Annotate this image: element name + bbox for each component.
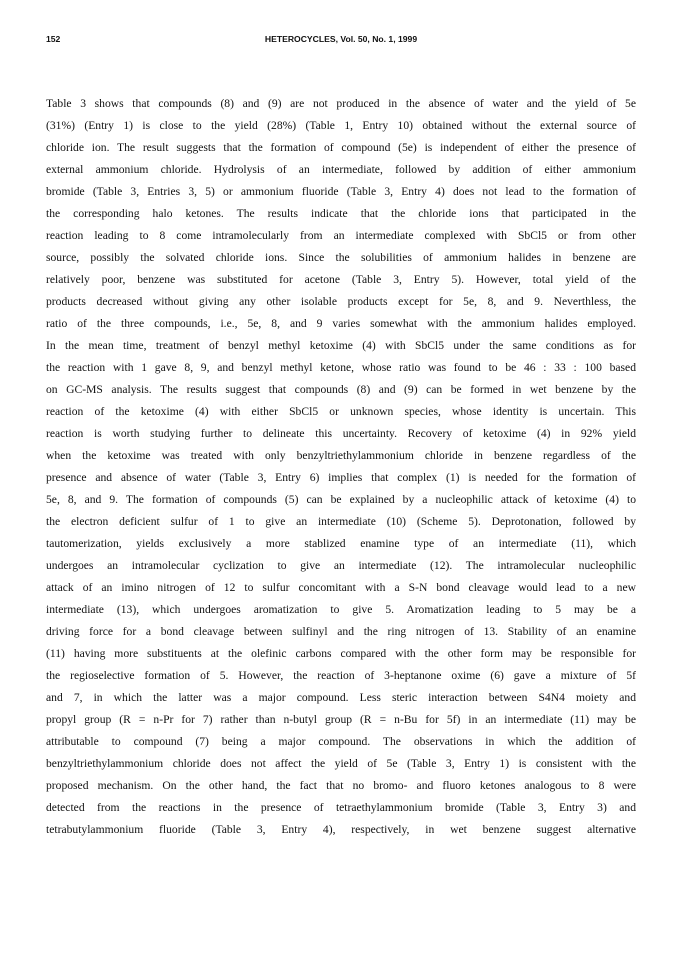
text-line: bromide (Table 3, Entries 3, 5) or ammonium fluoride (Table 3, Entry 4) does not lead to the formation of [46, 185, 636, 198]
body-paragraph [46, 93, 636, 841]
text-line: source, possibly the solvated chloride ions. Since the solubilities of ammonium halides in benzene are [46, 251, 636, 264]
page-number: 152 [46, 34, 61, 44]
text-line: proposed mechanism. On the other hand, the fact that no bromo- and fluoro ketones analogous to 8 were [46, 779, 636, 792]
text-line: and 7, in which the latter was a major compound. Less steric interaction between S4N4 moiety and [46, 691, 636, 704]
text-line: ratio of the three compounds, i.e., 5e, 8, and 9 varies somewhat with the ammonium halides employed. [46, 317, 636, 330]
text-line: attributable to compound (7) being a major compound. The observations in which the addition of [46, 735, 636, 748]
text-line: In the mean time, treatment of benzyl methyl ketoxime (4) with SbCl5 under the same conditions as for [46, 339, 636, 352]
text-line: reaction is worth studying further to delineate this uncertainty. Recovery of ketoxime (4) in 92% yield [46, 427, 636, 440]
text-line: intermediate (13), which undergoes aromatization to give 5. Aromatization leading to 5 may be a [46, 603, 636, 616]
text-line: 5e, 8, and 9. The formation of compounds (5) can be explained by a nucleophilic attack of ketoxime (4) to [46, 493, 636, 506]
text-line: (31%) (Entry 1) is close to the yield (28%) (Table 1, Entry 10) obtained without the external source of [46, 119, 636, 132]
running-header [46, 34, 636, 50]
text-line: when the ketoxime was treated with only benzyltriethylammonium chloride in benzene regardless of the [46, 449, 636, 462]
text-line: (11) having more substituents at the olefinic carbons compared with the other form may be responsible for [46, 647, 636, 660]
text-line: products decreased without giving any other isolable products except for 5e, 8, and 9. Neverthless, the [46, 295, 636, 308]
text-line: relatively poor, benzene was substituted for acetone (Table 3, Entry 5). However, total yield of the [46, 273, 636, 286]
text-line: the reaction with 1 gave 8, 9, and benzyl methyl ketone, whose ratio was found to be 46 : 33 : 100 based [46, 361, 636, 374]
text-line: on GC-MS analysis. The results suggest that compounds (8) and (9) can be formed in wet benzene by the [46, 383, 636, 396]
text-line: reaction leading to 8 come intramolecularly from an intermediate complexed with SbCl5 or from other [46, 229, 636, 242]
text-line: the regioselective formation of 5. However, the reaction of 3-heptanone oxime (6) gave a mixture of 5f [46, 669, 636, 682]
text-line: external ammonium chloride. Hydrolysis of an intermediate, followed by addition of either ammonium [46, 163, 636, 176]
text-line: chloride ion. The result suggests that the formation of compound (5e) is independent of either the presence of [46, 141, 636, 154]
text-line: attack of an imino nitrogen of 12 to sulfur concomitant with a S-N bond cleavage would lead to a new [46, 581, 636, 594]
text-line: Table 3 shows that compounds (8) and (9) are not produced in the absence of water and the yield of 5e [46, 97, 636, 110]
text-line: the corresponding halo ketones. The results indicate that the chloride ions that participated in the [46, 207, 636, 220]
text-line: presence and absence of water (Table 3, Entry 6) implies that complex (1) is needed for the formation of [46, 471, 636, 484]
text-line: propyl group (R = n-Pr for 7) rather than n-butyl group (R = n-Bu for 5f) in an intermediate (11) may be [46, 713, 636, 726]
text-line: the electron deficient sulfur of 1 to give an intermediate (10) (Scheme 5). Deprotonation, followed by [46, 515, 636, 528]
text-line: benzyltriethylammonium chloride does not affect the yield of 5e (Table 3, Entry 1) is consistent with the [46, 757, 636, 770]
text-line: reaction of the ketoxime (4) with either SbCl5 or unknown species, whose identity is uncertain. This [46, 405, 636, 418]
text-line: detected from the reactions in the presence of tetraethylammonium bromide (Table 3, Entry 3) and [46, 801, 636, 814]
text-line: tautomerization, yields exclusively a more stablized enamine type of an intermediate (11), which [46, 537, 636, 550]
text-line: tetrabutylammonium fluoride (Table 3, Entry 4), respectively, in wet benzene suggest alternative [46, 823, 636, 836]
text-line: driving force for a bond cleavage between sulfinyl and the ring nitrogen of 13. Stability of an enamine [46, 625, 636, 638]
text-line: undergoes an intramolecular cyclization to give an intermediate (12). The intramolecular nucleophilic [46, 559, 636, 572]
journal-title: HETEROCYCLES, Vol. 50, No. 1, 1999 [264, 34, 418, 44]
